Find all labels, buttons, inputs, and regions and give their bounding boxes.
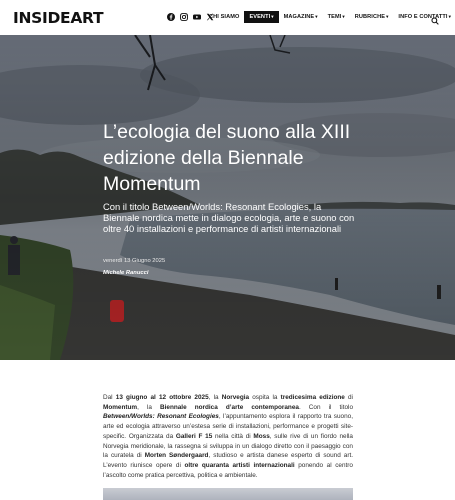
chevron-down-icon: ▾ [342, 14, 345, 19]
search-icon[interactable] [431, 12, 439, 20]
article-text-run: , l’appuntamento esplora il rapporto tra suono, arte ed ecologia attraverso un’estesa serie di installazioni, performance e progetti site-specific. Organizzata da [103, 413, 353, 440]
nav-item-rubriche[interactable] [350, 11, 394, 23]
article-text-run: Biennale nordica d’arte contemporanea [160, 403, 299, 411]
nav-label: CHI SIAMO [209, 14, 240, 20]
chevron-down-icon: ▾ [271, 14, 274, 19]
article-text-run: oltre quaranta artisti internazionali [184, 461, 295, 469]
article-body [103, 393, 353, 480]
nav-label: MAGAZINE [283, 14, 315, 20]
nav-item-magazine[interactable] [279, 11, 323, 23]
facebook-icon[interactable] [166, 11, 176, 22]
article-text-run: , studioso e artista danese esperto di sound art. L’evento riunisce opere di [103, 452, 354, 469]
nav-label: EVENTI [249, 14, 271, 20]
article-text-run: , la [208, 394, 222, 401]
article-text-run: nella città di [212, 432, 254, 440]
article-text-run: , la [137, 403, 160, 411]
hero-image [0, 35, 455, 360]
article-date: venerdì 13 Giugno 2025 [103, 258, 166, 264]
chevron-down-icon: ▾ [315, 14, 318, 19]
nav-item-chi-siamo[interactable] [204, 11, 244, 23]
article-text-run: Dal [103, 394, 116, 401]
article-text-run: Norvegia [221, 394, 250, 401]
article-image [103, 488, 353, 500]
article-text-run: , sulle rive di un fiordo nella Norvegia meridionale, la rassegna si sviluppa in un dialogo diretto con il paesaggio con la curatela di [103, 432, 353, 460]
main-nav [204, 11, 455, 23]
article-text-run [103, 413, 219, 420]
youtube-icon[interactable] [192, 11, 202, 22]
nav-item-eventi[interactable] [244, 11, 278, 23]
chevron-down-icon: ▾ [448, 14, 451, 19]
article-text-run: Moss [253, 432, 270, 440]
article-text-run: . Con il titolo [298, 403, 353, 411]
nav-item-info-contatti[interactable] [393, 11, 455, 23]
article-text-run: ospita la [249, 394, 281, 401]
article-subtitle: Con il titolo Between/Worlds: Resonant Ecologies, la Biennale nordica mette in dialogo ecologia, arte e suono con oltre 40 installazioni e performance di artisti internazionali [103, 201, 355, 234]
site-header [0, 0, 455, 35]
nav-item-temi[interactable] [323, 11, 350, 23]
article-text-run: ponendo al centro l’ascolto come pratica percettiva, politica e ambientale. [103, 461, 353, 479]
nav-label: TEMI [327, 14, 342, 20]
article-text-run: tredicesima edizione [280, 394, 345, 401]
article-author[interactable]: Michele Ranucci [103, 270, 149, 276]
instagram-icon[interactable] [179, 11, 189, 22]
article-text-run: 13 giugno al 12 ottobre 2025 [115, 394, 209, 401]
article-title: L’ecologia del suono alla XIII edizione della Biennale Momentum [103, 121, 351, 195]
chevron-down-icon: ▾ [386, 14, 389, 19]
article-text-run: Galleri F 15 [175, 432, 213, 440]
article-text-run: Between/Worlds: Resonant Ecologies [103, 413, 219, 421]
nav-label: INFO E CONTATTI [398, 14, 448, 20]
article-text-run: di [344, 394, 353, 401]
site-logo[interactable]: INSIDEART [13, 9, 104, 27]
hero-banner [0, 35, 455, 360]
article-text-run: Morten Søndergaard [144, 452, 209, 460]
nav-label: RUBRICHE [354, 14, 386, 20]
article-text-run: Momentum [103, 403, 138, 411]
